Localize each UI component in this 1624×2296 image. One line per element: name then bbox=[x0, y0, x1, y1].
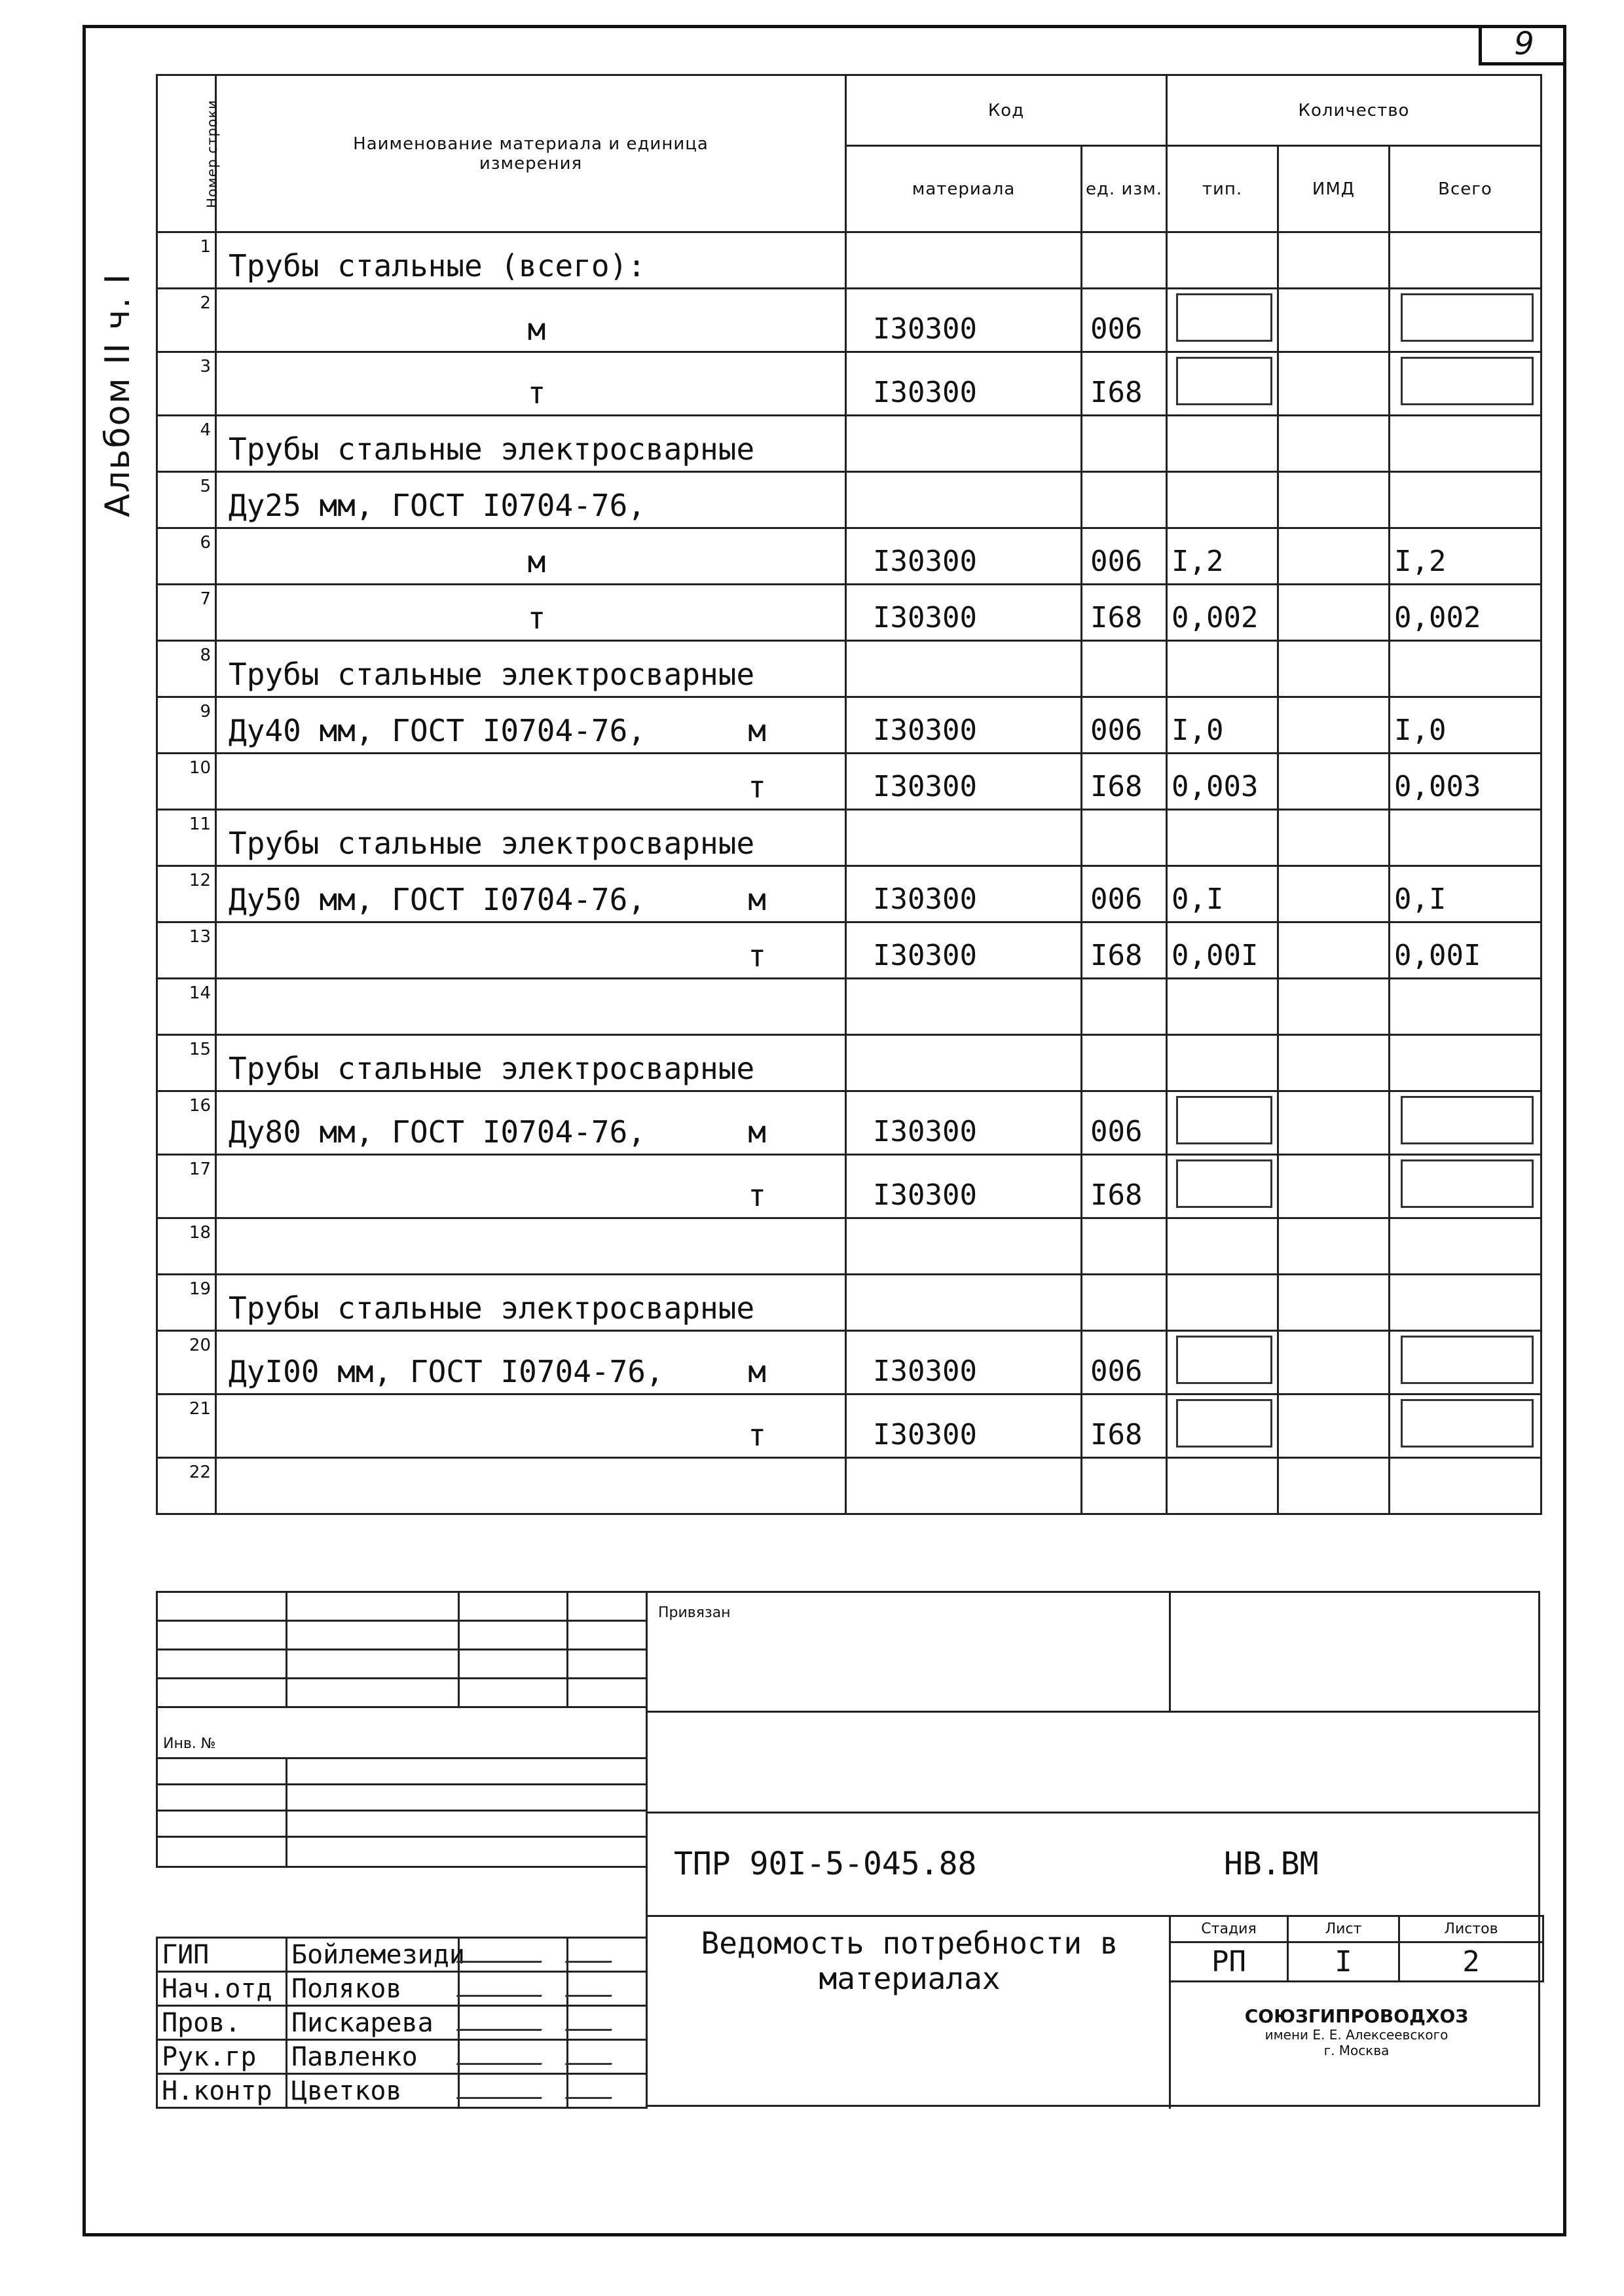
material-code: I30300 bbox=[846, 1155, 1082, 1218]
header-row-number: Номер строки bbox=[157, 75, 216, 232]
unit-code: 006 bbox=[1082, 697, 1167, 754]
unit-code: 006 bbox=[1082, 528, 1167, 585]
table-row bbox=[157, 528, 1541, 585]
row-number: 15 bbox=[157, 1035, 216, 1091]
qty-imd bbox=[1278, 352, 1390, 416]
qty-total: 0,00I bbox=[1390, 922, 1541, 979]
title-block-right bbox=[646, 1591, 1540, 2107]
qty-tip bbox=[1167, 1458, 1278, 1514]
row-number: 4 bbox=[157, 416, 216, 472]
unit-of-measure: т bbox=[748, 1417, 766, 1453]
material-name bbox=[216, 922, 846, 979]
qty-imd bbox=[1278, 810, 1390, 866]
row-number: 18 bbox=[157, 1218, 216, 1275]
document-title: Ведомость потребности в материалах bbox=[701, 1925, 1118, 1996]
signatures-table bbox=[156, 1937, 648, 2109]
qty-total: 0,I bbox=[1390, 866, 1541, 922]
signature-name: Павленко bbox=[287, 2040, 459, 2074]
handwritten-date bbox=[565, 1944, 618, 1963]
table-row bbox=[157, 754, 1541, 810]
material-code: I30300 bbox=[846, 289, 1082, 352]
signature-date bbox=[568, 1938, 647, 1972]
material-name bbox=[216, 810, 846, 866]
material-name bbox=[216, 1275, 846, 1331]
table-row bbox=[157, 1331, 1541, 1394]
unit-code bbox=[1082, 1458, 1167, 1514]
qty-tip bbox=[1167, 416, 1278, 472]
qty-total: I,2 bbox=[1390, 528, 1541, 585]
table-row bbox=[157, 810, 1541, 866]
unit-code bbox=[1082, 979, 1167, 1035]
qty-total: 0,003 bbox=[1390, 754, 1541, 810]
material-name-text: Ду80 мм, ГОСТ I0704-76, bbox=[229, 1114, 646, 1150]
material-code bbox=[846, 979, 1082, 1035]
unit-code: 006 bbox=[1082, 866, 1167, 922]
handwritten-date bbox=[565, 2080, 618, 2099]
material-code bbox=[846, 810, 1082, 866]
material-name bbox=[216, 866, 846, 922]
org-name: СОЮЗГИПРОВОДХОЗ bbox=[1244, 2005, 1469, 2027]
unit-of-measure: м bbox=[748, 713, 766, 748]
unit-of-measure: т bbox=[527, 600, 546, 636]
material-code bbox=[846, 232, 1082, 289]
material-code: I30300 bbox=[846, 585, 1082, 641]
qty-tip bbox=[1167, 1331, 1278, 1394]
signature-role: Рук.гр bbox=[157, 2040, 287, 2074]
qty-tip bbox=[1167, 1035, 1278, 1091]
organization bbox=[1171, 1987, 1542, 2058]
qty-total bbox=[1390, 810, 1541, 866]
qty-imd bbox=[1278, 641, 1390, 697]
qty-total bbox=[1390, 232, 1541, 289]
unit-of-measure: т bbox=[748, 938, 766, 974]
qty-imd bbox=[1278, 979, 1390, 1035]
qty-tip: I,0 bbox=[1167, 697, 1278, 754]
row-number: 11 bbox=[157, 810, 216, 866]
signature-role: Нач.отд bbox=[157, 1972, 287, 2006]
row-number: 14 bbox=[157, 979, 216, 1035]
qty-total bbox=[1390, 352, 1541, 416]
qty-tip bbox=[1167, 641, 1278, 697]
row-number: 5 bbox=[157, 472, 216, 528]
row-number: 10 bbox=[157, 754, 216, 810]
qty-imd bbox=[1278, 1331, 1390, 1394]
material-name bbox=[216, 1091, 846, 1155]
sheets-label: Листов bbox=[1399, 1916, 1543, 1942]
qty-imd bbox=[1278, 754, 1390, 810]
empty-box bbox=[1176, 1399, 1273, 1448]
qty-tip bbox=[1167, 1091, 1278, 1155]
unit-of-measure: м bbox=[748, 1354, 766, 1389]
row-number: 21 bbox=[157, 1394, 216, 1458]
table-row bbox=[157, 1218, 1541, 1275]
row-number: 3 bbox=[157, 352, 216, 416]
table-row bbox=[157, 232, 1541, 289]
material-name bbox=[216, 289, 846, 352]
material-name-text: Трубы стальные электросварные bbox=[229, 1051, 755, 1086]
empty-box bbox=[1176, 293, 1273, 342]
material-code bbox=[846, 641, 1082, 697]
unit-code: I68 bbox=[1082, 922, 1167, 979]
sheets-value: 2 bbox=[1399, 1942, 1543, 1982]
material-name bbox=[216, 528, 846, 585]
material-code: I30300 bbox=[846, 1394, 1082, 1458]
qty-imd bbox=[1278, 232, 1390, 289]
unit-code: 006 bbox=[1082, 289, 1167, 352]
header-name: Наименование материала и единица измерения bbox=[216, 75, 846, 232]
empty-box bbox=[1401, 293, 1533, 342]
signature-role: Н.контр bbox=[157, 2074, 287, 2108]
signature-row bbox=[157, 2074, 647, 2108]
qty-total bbox=[1390, 1275, 1541, 1331]
handwritten-signature bbox=[456, 2046, 549, 2065]
handwritten-signature bbox=[456, 2080, 549, 2099]
qty-tip bbox=[1167, 472, 1278, 528]
stage-value: РП bbox=[1170, 1942, 1288, 1982]
signature-row bbox=[157, 1938, 647, 1972]
row-number: 22 bbox=[157, 1458, 216, 1514]
divider bbox=[1169, 1593, 1171, 1711]
unit-code: I68 bbox=[1082, 1394, 1167, 1458]
empty-box bbox=[1401, 1399, 1533, 1448]
qty-imd bbox=[1278, 697, 1390, 754]
signature-name: Пискарева bbox=[287, 2006, 459, 2040]
signature-mark bbox=[459, 2006, 568, 2040]
signature-mark bbox=[459, 2040, 568, 2074]
material-code: I30300 bbox=[846, 528, 1082, 585]
linked-label: Привязан bbox=[658, 1605, 731, 1621]
material-name-text: ДуI00 мм, ГОСТ I0704-76, bbox=[229, 1354, 664, 1389]
unit-code bbox=[1082, 1218, 1167, 1275]
material-code: I30300 bbox=[846, 922, 1082, 979]
qty-imd bbox=[1278, 1275, 1390, 1331]
unit-of-measure: м bbox=[527, 544, 546, 579]
signature-row bbox=[157, 2040, 647, 2074]
table-row bbox=[157, 866, 1541, 922]
table-row bbox=[157, 979, 1541, 1035]
row-number: 9 bbox=[157, 697, 216, 754]
material-code: I30300 bbox=[846, 1091, 1082, 1155]
qty-imd bbox=[1278, 472, 1390, 528]
materials-table bbox=[156, 74, 1542, 1515]
header-code-unit: ед. изм. bbox=[1082, 146, 1167, 232]
empty-box bbox=[1176, 1336, 1273, 1384]
row-number: 7 bbox=[157, 585, 216, 641]
sheet-label: Лист bbox=[1288, 1916, 1399, 1942]
signature-date bbox=[568, 1972, 647, 2006]
divider bbox=[648, 1812, 1538, 1813]
unit-code bbox=[1082, 810, 1167, 866]
qty-total bbox=[1390, 1331, 1541, 1394]
handwritten-date bbox=[565, 2012, 618, 2031]
inv-label: Инв. № bbox=[157, 1707, 647, 1758]
unit-of-measure: т bbox=[527, 375, 546, 410]
qty-imd bbox=[1278, 922, 1390, 979]
empty-box bbox=[1401, 357, 1533, 405]
table-row bbox=[157, 922, 1541, 979]
sheet-value: I bbox=[1288, 1942, 1399, 1982]
stage-label: Стадия bbox=[1170, 1916, 1288, 1942]
unit-code: I68 bbox=[1082, 754, 1167, 810]
header-code: Код bbox=[846, 75, 1167, 146]
material-code: I30300 bbox=[846, 1331, 1082, 1394]
empty-box bbox=[1401, 1336, 1533, 1384]
material-code: I30300 bbox=[846, 754, 1082, 810]
row-number: 6 bbox=[157, 528, 216, 585]
qty-tip bbox=[1167, 979, 1278, 1035]
material-name-text: Трубы стальные (всего): bbox=[229, 248, 646, 283]
qty-total: 0,002 bbox=[1390, 585, 1541, 641]
material-code bbox=[846, 472, 1082, 528]
qty-total bbox=[1390, 289, 1541, 352]
qty-tip bbox=[1167, 289, 1278, 352]
material-code bbox=[846, 1275, 1082, 1331]
unit-of-measure: т bbox=[748, 1178, 766, 1213]
material-name bbox=[216, 754, 846, 810]
signature-date bbox=[568, 2074, 647, 2108]
qty-total bbox=[1390, 641, 1541, 697]
qty-imd bbox=[1278, 1155, 1390, 1218]
material-name bbox=[216, 1155, 846, 1218]
material-name-text: Ду40 мм, ГОСТ I0704-76, bbox=[229, 713, 646, 748]
material-name bbox=[216, 585, 846, 641]
handwritten-signature bbox=[456, 1944, 549, 1963]
table-row bbox=[157, 1458, 1541, 1514]
handwritten-date bbox=[565, 2046, 618, 2065]
qty-total: I,0 bbox=[1390, 697, 1541, 754]
empty-box bbox=[1176, 1096, 1273, 1144]
table-row bbox=[157, 585, 1541, 641]
table-row bbox=[157, 641, 1541, 697]
unit-of-measure: м bbox=[527, 312, 546, 347]
document-mark: НВ.ВМ bbox=[1224, 1846, 1319, 1882]
table-row bbox=[157, 1394, 1541, 1458]
signature-name: Поляков bbox=[287, 1972, 459, 2006]
header-quantity: Количество bbox=[1167, 75, 1541, 146]
qty-tip bbox=[1167, 352, 1278, 416]
material-code bbox=[846, 1458, 1082, 1514]
unit-code bbox=[1082, 232, 1167, 289]
qty-total bbox=[1390, 1155, 1541, 1218]
qty-tip: 0,003 bbox=[1167, 754, 1278, 810]
signature-date bbox=[568, 2040, 647, 2074]
unit-code bbox=[1082, 1035, 1167, 1091]
row-number: 8 bbox=[157, 641, 216, 697]
handwritten-signature bbox=[456, 1978, 549, 1997]
material-name-text: Трубы стальные электросварные bbox=[229, 657, 755, 692]
stage-table bbox=[1169, 1915, 1544, 1982]
material-name bbox=[216, 1394, 846, 1458]
handwritten-signature bbox=[456, 2012, 549, 2031]
qty-tip bbox=[1167, 1218, 1278, 1275]
row-number: 16 bbox=[157, 1091, 216, 1155]
unit-code: I68 bbox=[1082, 585, 1167, 641]
page-number: 9 bbox=[1479, 25, 1566, 65]
signature-mark bbox=[459, 1938, 568, 1972]
org-line-2: имени Е. Е. Алексеевского bbox=[1264, 2027, 1449, 2043]
qty-tip bbox=[1167, 232, 1278, 289]
header-code-material: материала bbox=[846, 146, 1082, 232]
empty-box bbox=[1401, 1096, 1533, 1144]
unit-code: I68 bbox=[1082, 352, 1167, 416]
table-row bbox=[157, 1155, 1541, 1218]
qty-total bbox=[1390, 1218, 1541, 1275]
row-number: 1 bbox=[157, 232, 216, 289]
table-row bbox=[157, 1091, 1541, 1155]
qty-imd bbox=[1278, 1458, 1390, 1514]
material-code bbox=[846, 1218, 1082, 1275]
qty-tip bbox=[1167, 1275, 1278, 1331]
table-row bbox=[157, 697, 1541, 754]
row-number: 19 bbox=[157, 1275, 216, 1331]
document-code: ТПР 90I-5-045.88 bbox=[674, 1846, 977, 1882]
table-row bbox=[157, 289, 1541, 352]
qty-tip bbox=[1167, 1394, 1278, 1458]
unit-code bbox=[1082, 641, 1167, 697]
header-qty-total: Всего bbox=[1390, 146, 1541, 232]
table-row bbox=[157, 1035, 1541, 1091]
unit-code bbox=[1082, 472, 1167, 528]
unit-of-measure: т bbox=[748, 769, 766, 805]
unit-code: I68 bbox=[1082, 1155, 1167, 1218]
material-code: I30300 bbox=[846, 697, 1082, 754]
material-name bbox=[216, 416, 846, 472]
signature-mark bbox=[459, 2074, 568, 2108]
qty-tip: 0,002 bbox=[1167, 585, 1278, 641]
unit-of-measure: м bbox=[748, 1114, 766, 1150]
handwritten-date bbox=[565, 1978, 618, 1997]
unit-code: 006 bbox=[1082, 1091, 1167, 1155]
table-row bbox=[157, 1275, 1541, 1331]
qty-tip: 0,00I bbox=[1167, 922, 1278, 979]
header-qty-tip: тип. bbox=[1167, 146, 1278, 232]
signature-role: Пров. bbox=[157, 2006, 287, 2040]
qty-imd bbox=[1278, 1035, 1390, 1091]
unit-code bbox=[1082, 416, 1167, 472]
material-name bbox=[216, 352, 846, 416]
qty-tip: 0,I bbox=[1167, 866, 1278, 922]
material-name-text: Ду25 мм, ГОСТ I0704-76, bbox=[229, 488, 646, 523]
title-block-left bbox=[156, 1591, 648, 1868]
material-name bbox=[216, 1035, 846, 1091]
unit-of-measure: м bbox=[748, 882, 766, 917]
qty-imd bbox=[1278, 866, 1390, 922]
material-name-text: Трубы стальные электросварные bbox=[229, 826, 755, 861]
row-number: 13 bbox=[157, 922, 216, 979]
qty-imd bbox=[1278, 585, 1390, 641]
header-qty-imd: ИМД bbox=[1278, 146, 1390, 232]
material-name bbox=[216, 472, 846, 528]
qty-total bbox=[1390, 472, 1541, 528]
qty-total bbox=[1390, 416, 1541, 472]
material-name-text: Ду50 мм, ГОСТ I0704-76, bbox=[229, 882, 646, 917]
unit-code bbox=[1082, 1275, 1167, 1331]
qty-tip bbox=[1167, 810, 1278, 866]
material-name bbox=[216, 979, 846, 1035]
row-number: 20 bbox=[157, 1331, 216, 1394]
table-row bbox=[157, 472, 1541, 528]
material-code bbox=[846, 416, 1082, 472]
qty-total bbox=[1390, 979, 1541, 1035]
signature-name: Цветков bbox=[287, 2074, 459, 2108]
divider bbox=[648, 1711, 1538, 1713]
material-name bbox=[216, 232, 846, 289]
qty-tip bbox=[1167, 1155, 1278, 1218]
signature-mark bbox=[459, 1972, 568, 2006]
row-number: 2 bbox=[157, 289, 216, 352]
material-name bbox=[216, 697, 846, 754]
qty-total bbox=[1390, 1091, 1541, 1155]
table-row bbox=[157, 352, 1541, 416]
qty-tip: I,2 bbox=[1167, 528, 1278, 585]
signature-date bbox=[568, 2006, 647, 2040]
material-name-text: Трубы стальные электросварные bbox=[229, 1290, 755, 1326]
signature-name: Бойлемезиди bbox=[287, 1938, 459, 1972]
qty-total bbox=[1390, 1035, 1541, 1091]
material-code: I30300 bbox=[846, 352, 1082, 416]
material-name bbox=[216, 1218, 846, 1275]
album-label: Альбом II ч. I bbox=[98, 272, 138, 517]
material-name bbox=[216, 1458, 846, 1514]
qty-imd bbox=[1278, 1394, 1390, 1458]
org-line-3: г. Москва bbox=[1323, 2043, 1390, 2058]
qty-imd bbox=[1278, 1218, 1390, 1275]
signature-row bbox=[157, 2006, 647, 2040]
material-code bbox=[846, 1035, 1082, 1091]
qty-imd bbox=[1278, 416, 1390, 472]
table-row bbox=[157, 416, 1541, 472]
signature-row bbox=[157, 1972, 647, 2006]
material-name bbox=[216, 641, 846, 697]
unit-code: 006 bbox=[1082, 1331, 1167, 1394]
empty-box bbox=[1176, 357, 1273, 405]
row-number: 17 bbox=[157, 1155, 216, 1218]
signature-role: ГИП bbox=[157, 1938, 287, 1972]
qty-total bbox=[1390, 1458, 1541, 1514]
qty-imd bbox=[1278, 289, 1390, 352]
material-code: I30300 bbox=[846, 866, 1082, 922]
row-number: 12 bbox=[157, 866, 216, 922]
material-name bbox=[216, 1331, 846, 1394]
empty-box bbox=[1176, 1159, 1273, 1208]
material-name-text: Трубы стальные электросварные bbox=[229, 431, 755, 467]
qty-imd bbox=[1278, 528, 1390, 585]
qty-total bbox=[1390, 1394, 1541, 1458]
qty-imd bbox=[1278, 1091, 1390, 1155]
empty-box bbox=[1401, 1159, 1533, 1208]
